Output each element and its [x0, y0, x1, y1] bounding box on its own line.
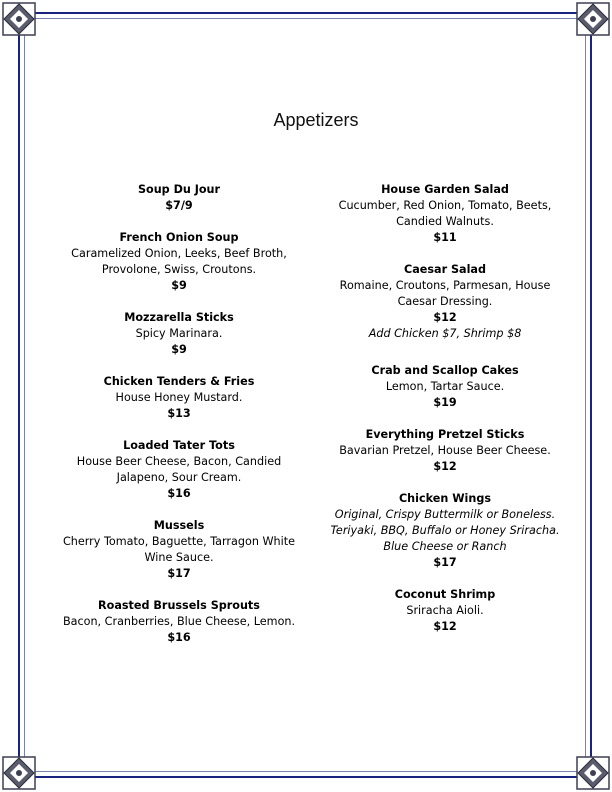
item-name: Caesar Salad — [404, 263, 486, 276]
item-name: House Garden Salad — [381, 183, 509, 196]
item-price: $9 — [171, 279, 187, 292]
item-price: $7/9 — [165, 199, 193, 212]
item-description: Bacon, Cranberries, Blue Cheese, Lemon. — [62, 615, 296, 628]
item-name: Mozzarella Sticks — [124, 311, 234, 324]
item-name: Loaded Tater Tots — [123, 439, 235, 452]
item-description: Romaine, Croutons, Parmesan, House Caesar Dressing. — [339, 279, 551, 308]
menu-item — [320, 262, 570, 342]
ornate-diamond-icon — [574, 754, 612, 792]
ornate-diamond-icon — [0, 754, 38, 792]
item-options-note: Original, Crispy Buttermilk or Boneless. Teriyaki, BBQ, Buffalo or Honey Sriracha. Blue Cheese or Ranch — [330, 508, 560, 553]
item-description: Sriracha Aioli. — [406, 604, 484, 617]
menu-item — [54, 374, 304, 422]
item-price: $12 — [433, 620, 457, 633]
item-price: $12 — [433, 460, 457, 473]
item-name: Crab and Scallop Cakes — [371, 364, 519, 377]
menu-item — [54, 182, 304, 214]
ornate-diamond-icon — [574, 0, 612, 38]
menu-item — [54, 230, 304, 294]
menu-item — [320, 491, 570, 571]
menu-item — [320, 182, 570, 246]
page-title: Appetizers — [273, 110, 359, 130]
menu-column-left — [54, 182, 304, 662]
item-name: Roasted Brussels Sprouts — [98, 599, 260, 612]
item-description: Bavarian Pretzel, House Beer Cheese. — [339, 444, 551, 457]
item-name: Soup Du Jour — [137, 183, 221, 196]
item-price: $19 — [433, 396, 457, 409]
item-price: $17 — [167, 567, 191, 580]
item-name: Chicken Tenders & Fries — [103, 375, 255, 388]
item-description: House Beer Cheese, Bacon, Candied Jalapeno, Sour Cream. — [76, 455, 282, 484]
menu-item — [320, 587, 570, 635]
menu-item — [54, 518, 304, 582]
item-price: $11 — [433, 231, 457, 244]
item-name: French Onion Soup — [119, 231, 239, 244]
item-price: $17 — [433, 556, 457, 569]
item-price: $12 — [433, 311, 457, 324]
menu-item — [54, 438, 304, 502]
item-description: Lemon, Tartar Sauce. — [385, 380, 505, 393]
item-description: Caramelized Onion, Leeks, Beef Broth, Provolone, Swiss, Croutons. — [71, 247, 287, 276]
menu-item — [54, 598, 304, 646]
item-addon-note: Add Chicken $7, Shrimp $8 — [368, 327, 522, 340]
item-name: Coconut Shrimp — [394, 588, 496, 601]
menu-column-right — [320, 182, 570, 651]
item-price: $13 — [167, 407, 191, 420]
item-name: Everything Pretzel Sticks — [365, 428, 525, 441]
item-description: House Honey Mustard. — [115, 391, 243, 404]
ornate-diamond-icon — [0, 0, 38, 38]
item-price: $9 — [171, 343, 187, 356]
item-name: Chicken Wings — [398, 492, 492, 505]
item-description: Cucumber, Red Onion, Tomato, Beets, Candied Walnuts. — [338, 199, 552, 228]
item-description: Spicy Marinara. — [135, 327, 223, 340]
item-price: $16 — [167, 487, 191, 500]
menu-item — [54, 310, 304, 358]
menu-item — [320, 363, 570, 411]
item-description: Cherry Tomato, Baguette, Tarragon White Wine Sauce. — [62, 535, 296, 564]
item-name: Mussels — [153, 519, 205, 532]
item-price: $16 — [167, 631, 191, 644]
menu-item — [320, 427, 570, 475]
